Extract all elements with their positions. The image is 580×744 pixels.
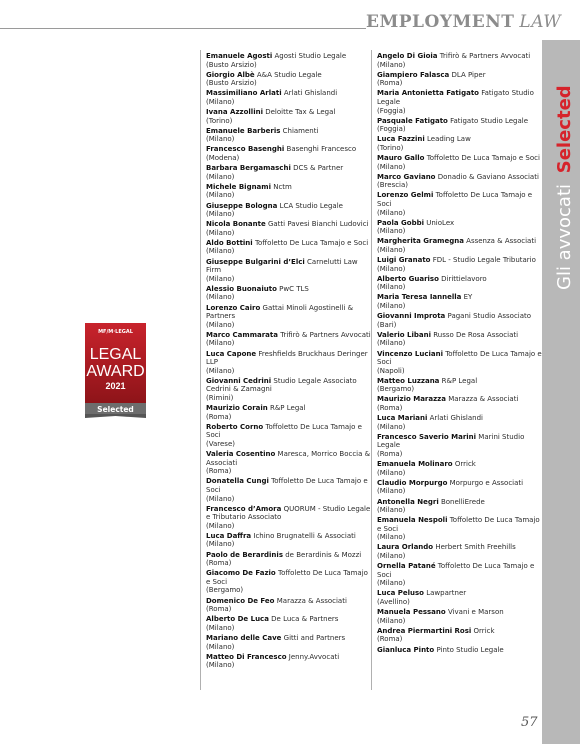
lawyer-name: Claudio Morpurgo (377, 478, 448, 487)
city: (Avellino) (377, 598, 410, 607)
law-firm: Lawpartner (426, 589, 467, 598)
city: (Roma) (377, 450, 403, 459)
law-firm: Jenny.Avvocati (288, 652, 340, 661)
law-firm: DCS & Partner (293, 164, 344, 173)
law-firm: Toffoletto De Luca Tamajo e Soci (426, 154, 540, 163)
lawyer-entry (206, 304, 371, 330)
city: (Milano) (206, 97, 235, 106)
law-firm: de Berardinis & Mozzi (285, 550, 362, 559)
city: (Milano) (206, 521, 235, 530)
lawyer-entry (206, 183, 371, 200)
city: (Milano) (377, 245, 406, 254)
lawyer-name: Maurizio Corain (206, 404, 268, 413)
lawyer-entry (377, 543, 542, 560)
lawyer-entry (206, 350, 371, 376)
lawyer-name: Barbara Bergamaschi (206, 164, 291, 173)
lawyer-entry (206, 164, 371, 181)
lawyer-entry (206, 258, 371, 284)
law-firm: Toffoletto De Luca Tamajo e Soci (206, 422, 362, 440)
lawyer-entry (377, 414, 542, 431)
sidebar-text-light: Gli avvocati (554, 183, 575, 290)
column-divider-left (200, 50, 201, 690)
law-firm: Gitti and Partners (283, 633, 346, 642)
lawyer-name: Lorenzo Cairo (206, 303, 261, 312)
city: (Milano) (206, 172, 235, 181)
lawyer-name: Francesco Saverio Marini (377, 432, 477, 441)
lawyer-entry (206, 597, 371, 614)
header-rule (0, 28, 366, 29)
law-firm: DLA Piper (451, 70, 486, 79)
column-divider-right (371, 50, 372, 690)
lawyer-entry (377, 377, 542, 394)
lawyer-name: Giovanni Improta (377, 312, 446, 321)
lawyer-name: Maria Teresa Iannella (377, 293, 462, 302)
lawyer-entry (377, 52, 542, 69)
lawyer-entry (206, 71, 371, 88)
law-firm: Herbert Smith Freehills (435, 543, 516, 552)
badge-brand: MF/M·LEGAL (98, 329, 133, 335)
lawyer-name: Luca Capone (206, 349, 257, 358)
law-firm: Toffoletto De Luca Tamajo e Soci (254, 238, 369, 247)
law-firm: Nctm (273, 182, 292, 191)
law-firm: Chiamenti (282, 126, 319, 135)
lawyer-name: Angelo Di Gioia (377, 52, 438, 60)
lawyer-entry (206, 285, 371, 302)
law-firm: Freshfields Bruckhaus Deringer LLP (206, 349, 368, 367)
lawyer-name: Francesco Basenghi (206, 145, 285, 154)
city: (Milano) (206, 339, 235, 348)
lawyer-name: Alberto De Luca (206, 615, 269, 624)
lawyer-name: Pasquale Fatigato (377, 116, 448, 125)
lawyer-name: Marco Cammarata (206, 330, 278, 339)
city: (Roma) (377, 404, 403, 413)
law-firm: LCA Studio Legale (279, 201, 343, 210)
law-firm: Gattai Minoli Agostinelli & Partners (206, 303, 354, 321)
city: (Milano) (206, 293, 235, 302)
lawyer-entry (377, 154, 542, 171)
city: (Milano) (377, 60, 406, 69)
lawyer-entry (377, 191, 542, 217)
lawyer-entry (377, 627, 542, 644)
city: (Roma) (206, 412, 232, 421)
law-firm: Donadio & Gaviano Associati (437, 172, 539, 181)
law-firm: PwC TLS (279, 284, 309, 293)
law-firm: UnioLex (426, 218, 455, 227)
law-firm: Trifirò & Partners Avvocati (280, 330, 371, 339)
city: (Bari) (377, 320, 397, 329)
section-title: EMPLOYMENT (366, 12, 515, 32)
lawyer-entry (377, 350, 542, 376)
city: (Milano) (377, 422, 406, 431)
lawyer-list-column-1 (206, 52, 371, 692)
lawyer-name: Aldo Bottini (206, 238, 253, 247)
badge-line1: LEGAL (89, 346, 142, 363)
lawyer-name: Paola Gobbi (377, 218, 425, 227)
law-firm: Marini Studio Legale (377, 432, 525, 450)
lawyer-entry (377, 433, 542, 459)
city: (Milano) (206, 366, 235, 375)
lawyer-entry (206, 477, 371, 503)
city: (Milano) (206, 274, 235, 283)
lawyer-name: Paolo de Berardinis (206, 550, 283, 559)
city: (Milano) (206, 228, 235, 237)
lawyer-name: Emanuele Agosti (206, 52, 273, 60)
lawyer-name: Luca Peluso (377, 589, 424, 598)
lawyer-entry (377, 479, 542, 496)
award-badge-svg (85, 323, 146, 418)
sidebar-label-svg (542, 40, 580, 300)
lawyer-entry (377, 135, 542, 152)
lawyer-entry (206, 145, 371, 162)
lawyer-name: Donatella Cungi (206, 477, 269, 486)
city: (Busto Arsizio) (206, 79, 257, 88)
law-firm: Pinto Studio Legale (436, 645, 504, 654)
law-firm: Toffoletto De Luca Tamajo e Soci (206, 477, 368, 494)
lawyer-name: Andrea Piermartini Rosi (377, 626, 472, 635)
legal-award-badge (85, 323, 146, 418)
law-firm: BonelliErede (440, 497, 485, 506)
city: (Torino) (377, 143, 404, 152)
lawyer-entry (377, 498, 542, 515)
city: (Roma) (206, 559, 232, 568)
sidebar-label (542, 40, 580, 300)
law-firm: Carnelutti Law Firm (206, 257, 358, 275)
city: (Bergamo) (206, 586, 244, 595)
law-firm: Vivani e Marson (447, 608, 504, 617)
lawyer-name: Michele Bignami (206, 182, 271, 191)
law-firm: Gatti Pavesi Bianchi Ludovici (267, 220, 369, 229)
section-header (366, 12, 562, 34)
city: (Torino) (206, 116, 233, 125)
law-firm: Studio Legale Associato Cedrini & Zamagni (206, 376, 357, 394)
lawyer-name: Francesco d’Amora (206, 504, 282, 513)
law-firm: Toffoletto De Luca Tamajo e Soci (377, 516, 540, 533)
city: (Rimini) (206, 393, 234, 402)
lawyer-name: Ivana Azzollini (206, 108, 263, 117)
law-firm: Dirittielavoro (441, 274, 487, 283)
lawyer-name: Domenico De Feo (206, 596, 275, 605)
law-firm: Marazza & Associati (276, 596, 347, 605)
lawyer-name: Maria Antonietta Fatigato (377, 89, 479, 98)
lawyer-name: Luca Mariani (377, 414, 428, 423)
city: (Milano) (377, 579, 406, 588)
city: (Milano) (377, 264, 406, 273)
lawyer-name: Roberto Corno (206, 422, 264, 431)
law-firm: Agosti Studio Legale (274, 52, 347, 60)
lawyer-name: Lorenzo Gelmi (377, 191, 434, 200)
lawyer-entry (377, 237, 542, 254)
lawyer-name: Nicola Bonante (206, 220, 266, 229)
lawyer-name: Ornella Patané (377, 562, 436, 571)
lawyer-entry (206, 52, 371, 69)
city: (Milano) (206, 661, 235, 670)
lawyer-entry (206, 239, 371, 256)
lawyer-name: Luca Fazzini (377, 135, 425, 144)
law-firm: Morpurgo e Associati (449, 478, 524, 487)
badge-year: 2021 (105, 381, 126, 391)
lawyer-entry (377, 219, 542, 236)
lawyer-name: Giacomo De Fazio (206, 569, 276, 578)
lawyer-entry (206, 423, 371, 449)
city: (Foggia) (377, 106, 406, 115)
law-firm: FDL - Studio Legale Tributario (432, 256, 536, 265)
law-firm: QUORUM - Studio Legale e Tributario Associato (206, 504, 371, 522)
lawyer-entry (377, 256, 542, 273)
lawyer-entry (377, 89, 542, 115)
lawyer-name: Mariano delle Cave (206, 633, 282, 642)
lawyer-entry (206, 634, 371, 651)
lawyer-entry (206, 377, 371, 403)
lawyer-entry (206, 108, 371, 125)
lawyer-name: Giorgio Albè (206, 70, 255, 79)
city: (Brescia) (377, 181, 409, 190)
law-firm: R&P Legal (441, 376, 478, 385)
lawyer-name: Emanuela Nespoli (377, 516, 448, 525)
law-firm: Fatigato Studio Legale (450, 116, 529, 125)
badge-ribbon-tail (85, 414, 146, 418)
lawyer-entry (206, 404, 371, 421)
lawyer-entry (377, 117, 542, 134)
sidebar-text-bold: Selected (554, 85, 575, 174)
law-firm: Basenghi Francesco (286, 145, 357, 154)
lawyer-entry (206, 127, 371, 144)
lawyer-entry (377, 275, 542, 292)
city: (Milano) (377, 616, 406, 625)
sidebar-band (542, 40, 580, 744)
city: (Milano) (206, 191, 235, 200)
law-firm: Leading Law (427, 135, 471, 144)
law-firm: Marazza & Associati (448, 395, 519, 404)
city: (Milano) (377, 208, 406, 217)
city: (Milano) (377, 339, 406, 348)
city: (Milano) (206, 494, 235, 503)
lawyer-name: Alessio Buonaiuto (206, 284, 277, 293)
lawyer-name: Giampiero Falasca (377, 70, 450, 79)
law-firm: Russo De Rosa Associati (433, 330, 519, 339)
lawyer-name: Emanuele Barberis (206, 126, 281, 135)
city: (Milano) (206, 642, 235, 651)
lawyer-entry (377, 516, 542, 542)
city: (Milano) (377, 302, 406, 311)
law-firm: Arlati Ghislandi (429, 414, 483, 423)
lawyer-name: Manuela Pessano (377, 608, 446, 617)
lawyer-name: Massimiliano Arlati (206, 89, 282, 98)
lawyer-entry (377, 312, 542, 329)
lawyer-entry (377, 71, 542, 88)
city: (Milano) (377, 227, 406, 236)
lawyer-name: Maurizio Marazza (377, 395, 446, 404)
law-firm: Fatigato Studio Legale (377, 89, 534, 106)
lawyer-entry (377, 331, 542, 348)
law-firm: Assenza & Associati (466, 237, 537, 246)
law-firm: Arlati Ghislandi (283, 89, 338, 98)
lawyer-entry (377, 562, 542, 588)
lawyer-name: Matteo Luzzana (377, 376, 440, 385)
lawyer-entry (206, 505, 371, 531)
lawyer-entry (206, 653, 371, 670)
city: (Milano) (377, 552, 406, 561)
lawyer-entry (377, 173, 542, 190)
page-number: 57 (521, 715, 538, 730)
lawyer-name: Giuseppe Bologna (206, 201, 278, 210)
city: (Milano) (206, 135, 235, 144)
lawyer-entry (377, 589, 542, 606)
law-firm: A&A Studio Legale (256, 70, 322, 79)
lawyer-name: Emanuela Molinaro (377, 460, 453, 469)
city: (Varese) (206, 439, 235, 448)
section-title-italic: LAW (519, 12, 562, 32)
lawyer-entry (206, 532, 371, 549)
lawyer-entry (206, 202, 371, 219)
lawyer-name: Gianluca Pinto (377, 645, 435, 654)
law-firm: Toffoletto De Luca Tamajo e Soci (377, 562, 535, 579)
lawyer-entry (206, 569, 371, 595)
lawyer-entry (377, 460, 542, 477)
lawyer-entry (206, 220, 371, 237)
law-firm: Pagani Studio Associato (447, 312, 532, 321)
law-firm: Orrick (454, 460, 476, 469)
sidebar-text (554, 85, 575, 290)
city: (Milano) (206, 540, 235, 549)
city: (Bergamo) (377, 385, 415, 394)
lawyer-entry (206, 551, 371, 568)
city: (Milano) (377, 468, 406, 477)
city: (Roma) (206, 605, 232, 614)
law-firm: De Luca & Partners (271, 615, 339, 624)
lawyer-name: Marco Gaviano (377, 172, 436, 181)
city: (Modena) (206, 154, 240, 163)
city: (Milano) (377, 283, 406, 292)
law-firm: Maresca, Morrico Boccia & Associati (206, 450, 371, 467)
city: (Milano) (377, 506, 406, 515)
law-firm: Toffoletto De Luca Tamajo e Soci (377, 349, 542, 367)
law-firm: Trifirò & Partners Avvocati (439, 52, 531, 60)
lawyer-entry (206, 615, 371, 632)
lawyer-name: Mauro Gallo (377, 154, 425, 163)
city: (Busto Arsizio) (206, 60, 257, 69)
badge-line2: AWARD (86, 363, 145, 380)
lawyer-entry (377, 646, 542, 655)
city: (Milano) (206, 320, 235, 329)
city: (Foggia) (377, 125, 406, 134)
law-firm: Orrick (473, 626, 495, 635)
lawyer-name: Luigi Granato (377, 256, 431, 265)
lawyer-entry (377, 293, 542, 310)
city: (Napoli) (377, 366, 405, 375)
lawyer-entry (377, 395, 542, 412)
lawyer-name: Alberto Guariso (377, 274, 439, 283)
law-firm: Toffoletto De Luca Tamajo e Soci (206, 569, 368, 586)
city: (Milano) (377, 487, 406, 496)
lawyer-entry (206, 450, 371, 476)
law-firm: R&P Legal (269, 404, 306, 413)
lawyer-name: Giuseppe Bulgarini d’Elci (206, 257, 305, 266)
lawyer-entry (206, 331, 371, 348)
lawyer-name: Matteo Di Francesco (206, 652, 287, 661)
lawyer-name: Valeria Cosentino (206, 450, 276, 459)
lawyer-name: Vincenzo Luciani (377, 349, 443, 358)
law-firm: Toffoletto De Luca Tamajo e Soci (377, 191, 533, 208)
city: (Milano) (206, 247, 235, 256)
lawyer-name: Antonella Negri (377, 497, 439, 506)
lawyer-name: Luca Daffra (206, 531, 252, 540)
lawyer-entry (377, 608, 542, 625)
city: (Roma) (206, 467, 232, 476)
city: (Roma) (377, 79, 403, 88)
city: (Roma) (377, 635, 403, 644)
law-firm: Deloitte Tax & Legal (265, 108, 336, 117)
law-firm: Ichino Brugnatelli & Associati (253, 531, 356, 540)
city: (Milano) (206, 210, 235, 219)
city: (Milano) (206, 623, 235, 632)
lawyer-name: Valerio Libani (377, 330, 431, 339)
badge-ribbon-label: Selected (97, 405, 134, 414)
city: (Milano) (377, 533, 406, 542)
city: (Milano) (377, 162, 406, 171)
lawyer-name: Margherita Gramegna (377, 237, 464, 246)
lawyer-name: Giovanni Cedrini (206, 376, 272, 385)
law-firm: EY (463, 293, 473, 302)
lawyer-entry (206, 89, 371, 106)
lawyer-list-column-2 (377, 52, 542, 692)
lawyer-name: Laura Orlando (377, 543, 434, 552)
